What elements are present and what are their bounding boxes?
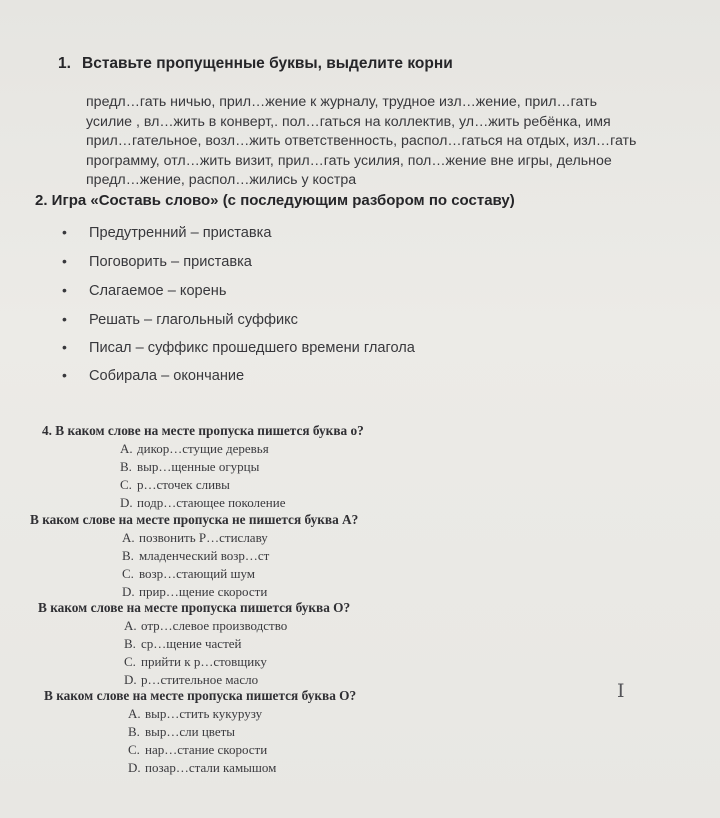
bullet: •: [62, 367, 67, 383]
task1-paragraph: [86, 93, 711, 191]
task1-line: предл…жение, распол…жились у костра: [86, 172, 357, 188]
task1-line: прил…гательное, возл…жить ответственность, распол…гаться на отдых, изл…гать: [86, 133, 637, 149]
quiz-option: В. выр…щенные огурцы: [120, 459, 260, 474]
task1-heading: [58, 55, 453, 73]
list-item-text: Писал – суффикс прошедшего времени глагола: [89, 340, 415, 356]
quiz-option: С. возр…стающий шум: [122, 566, 256, 581]
bullet: •: [62, 253, 67, 269]
bullet: •: [62, 339, 67, 355]
list-item-text: Решать – глагольный суффикс: [89, 312, 298, 328]
task2-heading: 2. Игра «Составь слово» (с последующим разбором по составу): [35, 192, 515, 209]
quiz-option: А. выр…стить кукурузу: [128, 706, 263, 721]
list-item-text: Слагаемое – корень: [89, 283, 227, 299]
quiz-option: В. ср…щение частей: [124, 636, 242, 651]
quiz-option: В. выр…сли цветы: [128, 724, 236, 739]
list-item: [62, 253, 252, 270]
quiz-option: D. подр…стающее поколение: [120, 495, 286, 510]
quiz-option: А. отр…слевое производство: [124, 618, 288, 633]
list-item-text: Предутренний – приставка: [89, 225, 272, 241]
quiz-option: В. младенческий возр…ст: [122, 548, 270, 563]
bullet: •: [62, 224, 67, 240]
text-cursor-icon: I: [617, 680, 625, 702]
quiz-option: D. позар…стали камышом: [128, 760, 277, 775]
list-item-text: Собирала – окончание: [89, 368, 245, 384]
list-item: [62, 367, 244, 384]
task1-number: 1.: [58, 55, 71, 72]
quiz-option: С. прийти к р…стовщику: [124, 654, 267, 669]
bullet: •: [62, 311, 67, 327]
bullet: •: [62, 282, 67, 298]
quiz-option: А. дикор…стущие деревья: [120, 441, 269, 456]
list-item: [62, 311, 298, 328]
quiz-question: В каком слове на месте пропуска не пишется буква А?: [30, 512, 359, 527]
list-item-text: Поговорить – приставка: [89, 254, 252, 270]
task1-line: усилие , вл…жить в конверт,. пол…гаться на коллектив, ул…жить ребёнка, имя: [86, 113, 611, 130]
task1-line: предл…гать ничью, прил…жение к журналу, трудное изл…жение, прил…гать: [86, 94, 597, 110]
task1-line: программу, отл…жить визит, прил…гать усилия, пол…жение вне игры, дельное: [86, 152, 612, 169]
quiz-option: D. прир…щение скорости: [122, 584, 268, 599]
quiz-question: 4. В каком слове на месте пропуска пишется буква о?: [42, 423, 364, 438]
quiz-option: D. р…стительное масло: [124, 672, 259, 687]
quiz-question: В каком слове на месте пропуска пишется буква О?: [44, 688, 357, 703]
list-item: [62, 339, 415, 356]
task1-title: Вставьте пропущенные буквы, выделите корни: [82, 55, 453, 72]
list-item: [62, 282, 226, 299]
quiz-question: В каком слове на месте пропуска пишется буква О?: [38, 600, 351, 615]
list-item: [62, 224, 271, 241]
quiz-option: А. позвонить Р…стиславу: [122, 530, 268, 545]
quiz-option: С. нар…стание скорости: [128, 742, 268, 757]
quiz-option: С. р…сточек сливы: [120, 477, 230, 492]
